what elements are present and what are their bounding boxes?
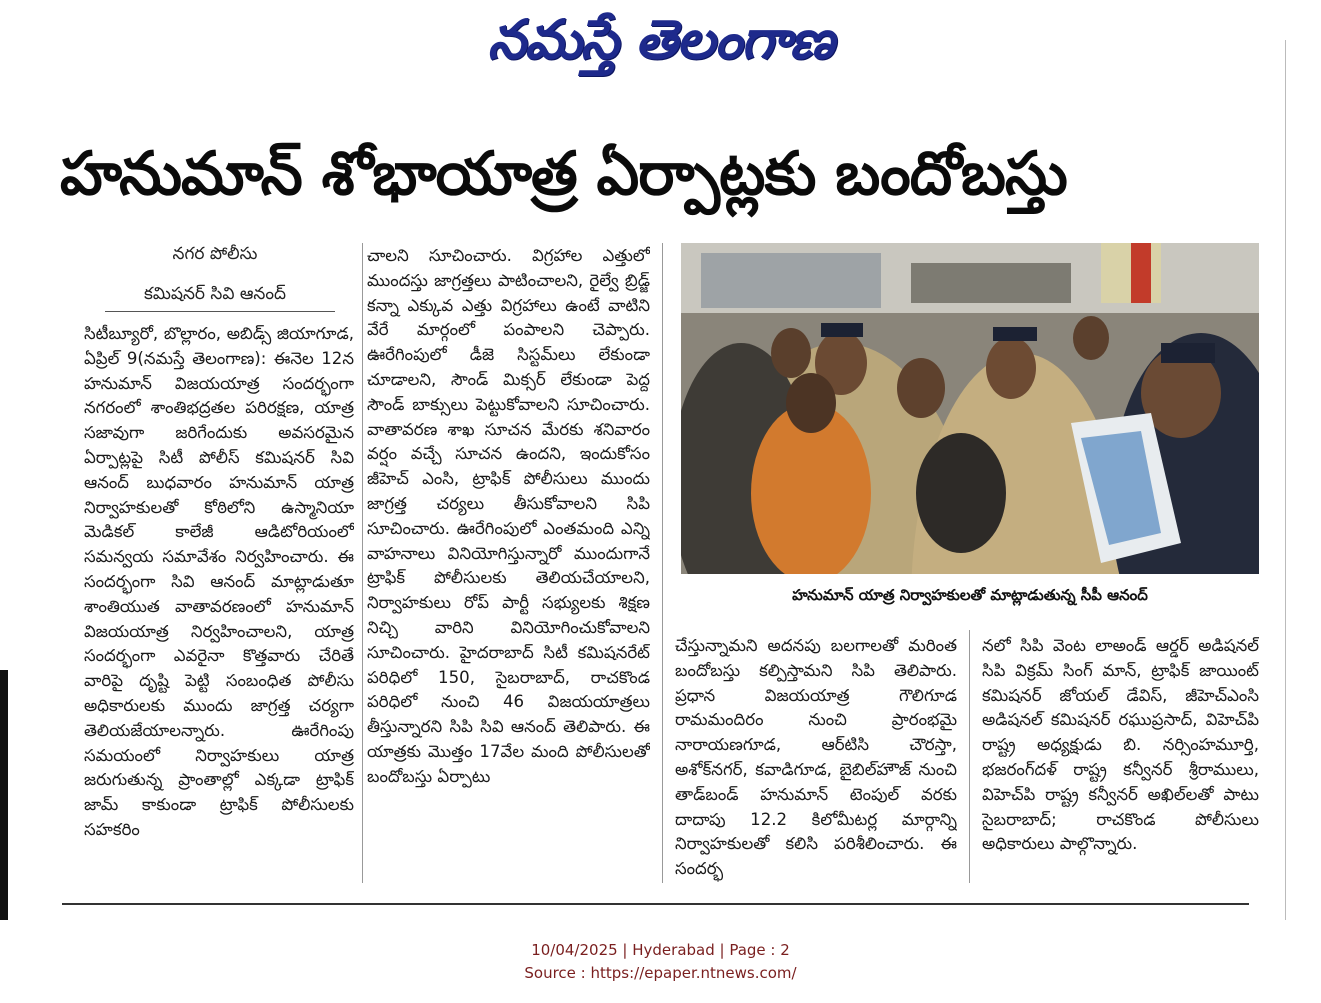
byline-underline <box>105 311 335 312</box>
byline-name: కమిషనర్ సివి ఆనంద్ <box>144 284 286 304</box>
police-meeting-photo <box>681 243 1259 574</box>
footer-source-line: Source : https://epaper.ntnews.com/ <box>524 964 797 982</box>
article-photo <box>681 243 1259 574</box>
page-bottom-rule <box>62 903 1249 905</box>
column-divider <box>969 630 970 883</box>
column-divider <box>362 243 363 883</box>
article-column-1: సిటీబ్యూరో, బొల్లారం, అబిడ్స్ జియాగూడ, ఏప్రిల్ 9(నమస్తే తెలంగాణ): ఈనెల 12న హనుమాన్ విజయయాత్ర సందర్భంగా నగరంలో శాంతిభద్రతల పరిరక్షణ, యాత్ర సజావుగా జరిగేందుకు అవసరమైన ఏర్పాట్లపై సిటీ పోలీస్ కమిషనర్ సివి ఆనంద్ బుధవారం హనుమాన్ యాత్ర నిర్వాహకులతో కోఠిలోని ఉస్మానియా మెడికల్ కాలేజీ ఆడిటోరియంలో సమన్వయ సమావేశం నిర్వహించారు. ఈ సందర్భంగా సివి ఆనంద్ మాట్లాడుతూ శాంతియుత వాతావరణంలో హనుమాన్ విజయయాత్ర నిర్వహించాలని, యాత్ర సందర్భంగా ఎవరైనా కొత్తవారు చేరితే వారిపై దృష్టి పెట్టి సంబంధిత పోలీసు అధికారులకు ముందు జాగ్రత్త చర్యగా తెలియజేయాలన్నారు. ఊరేగింపు సమయంలో నిర్వాహకులు యాత్ర జరుగుతున్న ప్రాంతాల్లో ఎక్కడా ట్రాఫిక్ జామ్ కాకుండా ట్రాఫిక్ పోలీసులకు సహకరిం <box>84 324 354 839</box>
article-column-4: నలో సిపి వెంట లాఅండ్ ఆర్డర్ అడిషనల్ సిపి విక్రమ్ సింగ్ మాన్, ట్రాఫిక్ జాయింట్ కమిషనర్ జోయల్ డేవిస్, జీహెచ్ఎంసి అడిషనల్ కమిషనర్ రఘుప్రసాద్, విహెచ్‌పి రాష్ట్ర అధ్యక్షుడు బి. నర్సింహమూర్తి, భజరంగ్‌దళ్ రాష్ట్ర కన్వీనర్ శ్రీరాములు, విహెచ్‌పి రాష్ట్ర కన్వీనర్ అఖిల్‌లతో పాటు సైబరాబాద్; రాచకొండ పోలీసులు అధికారులు పాల్గొన్నారు. <box>982 636 1259 854</box>
byline-title: నగర పోలీసు <box>172 244 258 264</box>
page-edge-line <box>1285 40 1286 920</box>
left-page-edge <box>0 670 8 920</box>
newspaper-masthead: నమస్తే తెలంగాణ <box>487 8 834 71</box>
article-column-2: చాలని సూచించారు. విగ్రహాల ఎత్తులో ముందస్తు జాగ్రత్తలు పాటించాలని, రైల్వే బ్రిడ్జ్ కన్నా ఎక్కువ ఎత్తు విగ్రహాలు ఉంటే వాటిని వేరే మార్గంలో పంపాలని చెప్పారు. ఊరేగింపులో డీజె సిస్టమ్‌లు లేకుండా చూడాలని, సౌండ్ మిక్సర్ లేకుండా పెద్ద సౌండ్ బాక్సులు పెట్టుకోవాలని సూచించారు. వాతావరణ శాఖ సూచన మేరకు శనివారం వర్షం వచ్చే సూచన ఉందని, ఇందుకోసం జీహెచ్ ఎంసి, ట్రాఫిక్ పోలీసులు ముందు జాగ్రత్త చర్యలు తీసుకోవాలని సిపి సూచించారు. ఊరేగింపులో ఎంతమంది ఎన్ని వాహనాలు వినియోగిస్తున్నారో ముందుగానే ట్రాఫిక్ పోలీసులకు తెలియచేయాలని, నిర్వాహకులు రోప్ పార్టీ సభ్యులకు శిక్షణ నిచ్చి వారిని వినియోగించుకోవాలని సూచించారు. హైదరాబాద్ సిటీ కమిషనరేట్ పరిధిలో 150, సైబరాబాద్, రాచకొండ పరిధిలో నుంచి 46 విజయయాత్రలు తీస్తున్నారని సిపి సివి ఆనంద్ తెలిపారు. ఈ యాత్రకు మొత్తం 17వేల మంది పోలీసులతో బందోబస్తు ఏర్పాటు <box>367 246 650 786</box>
article-headline: హనుమాన్ శోభాయాత్ర ఏర్పాట్లకు బందోబస్తు <box>60 139 1067 209</box>
column-divider <box>662 243 663 883</box>
photo-caption: హనుమాన్ యాత్ర నిర్వాహకులతో మాట్లాడుతున్న సీపీ ఆనంద్ <box>792 586 1148 604</box>
article-column-3: చేస్తున్నామని అదనపు బలగాలతో మరింత బందోబస్తు కల్పిస్తామని సిపి తెలిపారు. ప్రధాన విజయయాత్ర గౌలిగూడ రామమందిరం నుంచి ప్రారంభమై నారాయణగూడ, ఆర్‌టిసి చౌరస్తా, అశోక్‌నగర్, కవాడిగూడ, బైబిల్‌హౌజ్ నుంచి తాడ్‌బండ్ హనుమాన్ టెంపుల్ వరకు దాదాపు 12.2 కిలోమీటర్ల మార్గాన్ని నిర్వాహకులతో కలిసి పరిశీలించారు. ఈ సందర్భ <box>675 636 957 879</box>
adjacent-page-edge <box>1283 40 1321 920</box>
footer-date-line: 10/04/2025 | Hyderabad | Page : 2 <box>531 941 790 959</box>
